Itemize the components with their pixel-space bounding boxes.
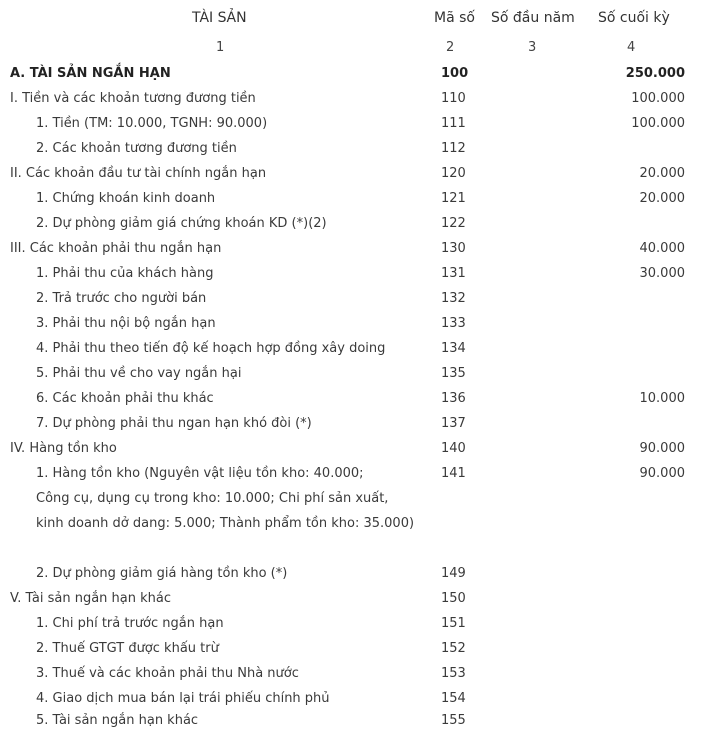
end-value: 90.000 xyxy=(639,466,685,481)
asset-label: 3. Thuế và các khoản phải thu Nhà nước xyxy=(36,666,299,681)
asset-code: 136 xyxy=(441,391,466,406)
asset-code: 112 xyxy=(441,141,466,156)
col-num-1: 1 xyxy=(216,40,225,55)
asset-code: 133 xyxy=(441,316,466,331)
table-row xyxy=(0,661,701,686)
asset-code: 120 xyxy=(441,166,466,181)
asset-label: 1. Phải thu của khách hàng xyxy=(36,266,214,281)
asset-code: 152 xyxy=(441,641,466,656)
asset-code: 140 xyxy=(441,441,466,456)
asset-label: III. Các khoản phải thu ngắn hạn xyxy=(10,241,222,256)
table-row xyxy=(0,236,701,261)
header-begin: Số đầu năm xyxy=(491,10,575,26)
table-row xyxy=(0,286,701,311)
asset-label: 5. Tài sản ngắn hạn khác xyxy=(36,713,199,728)
asset-code: 141 xyxy=(441,466,466,481)
asset-code: 153 xyxy=(441,666,466,681)
table-row xyxy=(0,461,701,486)
asset-code: 155 xyxy=(441,713,466,728)
asset-label: 7. Dự phòng phải thu ngan hạn khó đòi (*) xyxy=(36,416,312,431)
asset-code: 132 xyxy=(441,291,466,306)
table-row xyxy=(0,708,701,733)
header-end: Số cuối kỳ xyxy=(598,10,670,26)
col-num-2: 2 xyxy=(446,40,455,55)
asset-label: I. Tiền và các khoản tương đương tiền xyxy=(10,91,256,106)
col-num-3: 3 xyxy=(528,40,537,55)
table-row xyxy=(0,261,701,286)
table-row xyxy=(0,586,701,611)
end-value: 20.000 xyxy=(639,166,685,181)
end-value: 100.000 xyxy=(631,116,685,131)
table-row xyxy=(0,436,701,461)
asset-code: 131 xyxy=(441,266,466,281)
asset-code: 149 xyxy=(441,566,466,581)
asset-code: 122 xyxy=(441,216,466,231)
table-row xyxy=(0,111,701,136)
asset-label: A. TÀI SẢN NGẮN HẠN xyxy=(10,66,171,81)
asset-label: 2. Các khoản tương đương tiền xyxy=(36,141,237,156)
asset-label: V. Tài sản ngắn hạn khác xyxy=(10,591,172,606)
table-row xyxy=(0,311,701,336)
table-row xyxy=(0,161,701,186)
table-row xyxy=(0,86,701,111)
asset-label: 2. Dự phòng giảm giá hàng tồn kho (*) xyxy=(36,566,288,581)
table-row xyxy=(0,611,701,636)
asset-label: 2. Thuế GTGT được khấu trừ xyxy=(36,641,219,656)
col-num-4: 4 xyxy=(627,40,636,55)
table-row xyxy=(0,361,701,386)
asset-label: 1. Chi phí trả trước ngắn hạn xyxy=(36,616,224,631)
asset-label: 4. Phải thu theo tiến độ kế hoạch hợp đồng xây doing xyxy=(36,341,386,356)
asset-code: 121 xyxy=(441,191,466,206)
asset-code: 151 xyxy=(441,616,466,631)
end-value: 30.000 xyxy=(639,266,685,281)
asset-code: 134 xyxy=(441,341,466,356)
asset-code: 110 xyxy=(441,91,466,106)
asset-label: II. Các khoản đầu tư tài chính ngắn hạn xyxy=(10,166,267,181)
end-value: 20.000 xyxy=(639,191,685,206)
table-row xyxy=(0,636,701,661)
header-asset: TÀI SẢN xyxy=(192,10,247,26)
asset-label: 5. Phải thu về cho vay ngắn hại xyxy=(36,366,242,381)
asset-code: 111 xyxy=(441,116,466,131)
asset-label: 1. Chứng khoán kinh doanh xyxy=(36,191,216,206)
end-value: 40.000 xyxy=(639,241,685,256)
asset-code: 100 xyxy=(441,66,469,81)
asset-label: IV. Hàng tồn kho xyxy=(10,441,117,456)
asset-label-continuation: Công cụ, dụng cụ trong kho: 10.000; Chi phí sản xuất, xyxy=(36,491,389,506)
table-row xyxy=(0,61,701,86)
asset-code: 150 xyxy=(441,591,466,606)
asset-label: 2. Trả trước cho người bán xyxy=(36,291,207,306)
header-code: Mã số xyxy=(434,10,475,26)
table-row xyxy=(0,386,701,411)
asset-label: 6. Các khoản phải thu khác xyxy=(36,391,214,406)
table-row xyxy=(0,186,701,211)
end-value: 100.000 xyxy=(631,91,685,106)
asset-code: 130 xyxy=(441,241,466,256)
table-row xyxy=(0,336,701,361)
asset-label-continuation: kinh doanh dở dang: 5.000; Thành phẩm tồn kho: 35.000) xyxy=(36,516,415,531)
table-row xyxy=(0,411,701,436)
table-row xyxy=(0,136,701,161)
table-row xyxy=(0,561,701,586)
asset-code: 135 xyxy=(441,366,466,381)
end-value: 90.000 xyxy=(639,441,685,456)
end-value: 10.000 xyxy=(639,391,685,406)
asset-label: 1. Tiền (TM: 10.000, TGNH: 90.000) xyxy=(36,116,268,131)
asset-label: 3. Phải thu nội bộ ngắn hạn xyxy=(36,316,216,331)
asset-label: 1. Hàng tồn kho (Nguyên vật liệu tồn kho: 40.000; xyxy=(36,466,364,481)
asset-label: 2. Dự phòng giảm giá chứng khoán KD (*)(2) xyxy=(36,216,327,231)
end-value: 250.000 xyxy=(625,66,685,81)
asset-label: 4. Giao dịch mua bán lại trái phiếu chính phủ xyxy=(36,691,330,706)
table-row xyxy=(0,211,701,236)
asset-code: 137 xyxy=(441,416,466,431)
asset-code: 154 xyxy=(441,691,466,706)
